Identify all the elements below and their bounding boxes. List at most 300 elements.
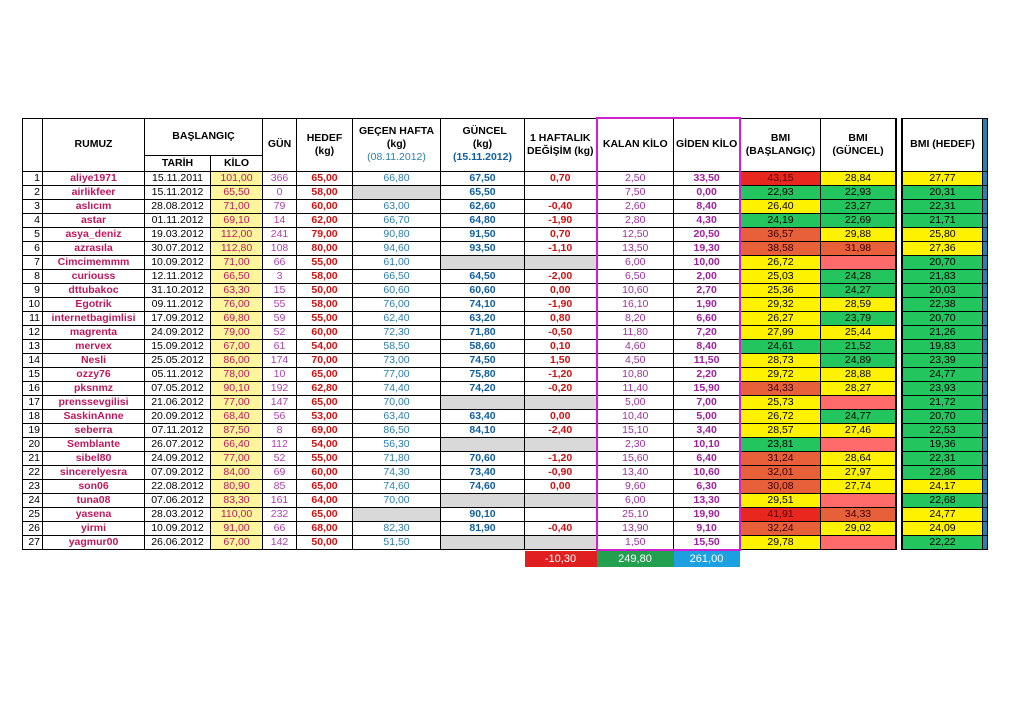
current-weight-cell	[441, 437, 525, 451]
table-row	[23, 297, 988, 311]
target-weight-cell: 70,00	[297, 353, 353, 367]
edge-bar	[982, 255, 987, 269]
edge-bar	[982, 451, 987, 465]
lost-cell: 2,70	[674, 283, 741, 297]
days-cell: 79	[263, 199, 297, 213]
weekly-change-cell	[525, 255, 597, 269]
row-number: 14	[23, 353, 43, 367]
edge-bar	[982, 353, 987, 367]
edge-bar	[982, 199, 987, 213]
last-week-cell: 66,80	[353, 171, 441, 185]
row-number: 26	[23, 521, 43, 535]
bmi-target-cell: 24,77	[902, 367, 982, 381]
weekly-change-cell: -2,00	[525, 269, 597, 283]
edge-bar	[982, 465, 987, 479]
row-number: 23	[23, 479, 43, 493]
weekly-change-cell	[525, 507, 597, 521]
row-number: 10	[23, 297, 43, 311]
target-weight-cell: 55,00	[297, 255, 353, 269]
nickname-cell: Egotrik	[43, 297, 145, 311]
table-row	[23, 339, 988, 353]
last-week-cell: 74,60	[353, 479, 441, 493]
lost-cell: 11,50	[674, 353, 741, 367]
edge-bar	[982, 339, 987, 353]
start-weight-cell: 66,40	[211, 437, 263, 451]
row-number: 13	[23, 339, 43, 353]
weekly-change-cell: -1,90	[525, 213, 597, 227]
edge-bar	[982, 395, 987, 409]
target-weight-cell: 62,80	[297, 381, 353, 395]
nickname-cell: dttubakoc	[43, 283, 145, 297]
days-cell: 192	[263, 381, 297, 395]
weight-tracking-table	[22, 117, 988, 551]
bmi-start-cell: 43,15	[740, 171, 820, 185]
current-weight-cell: 74,50	[441, 353, 525, 367]
bmi-current-cell: 28,27	[820, 381, 896, 395]
nickname-cell: sibel80	[43, 451, 145, 465]
lost-cell: 13,30	[674, 493, 741, 507]
table-row	[23, 465, 988, 479]
start-weight-cell: 112,00	[211, 227, 263, 241]
lost-cell: 10,10	[674, 437, 741, 451]
header-degisim: 1 HAFTALIK DEĞİŞİM (kg)	[525, 118, 597, 171]
total-kalan: 249,80	[597, 551, 674, 567]
target-weight-cell: 62,00	[297, 213, 353, 227]
days-cell: 174	[263, 353, 297, 367]
days-cell: 161	[263, 493, 297, 507]
days-cell: 108	[263, 241, 297, 255]
days-cell: 66	[263, 255, 297, 269]
lost-cell: 3,40	[674, 423, 741, 437]
target-weight-cell: 69,00	[297, 423, 353, 437]
target-weight-cell: 60,00	[297, 325, 353, 339]
table-row	[23, 479, 988, 493]
bmi-current-cell: 24,77	[820, 409, 896, 423]
last-week-cell: 66,50	[353, 269, 441, 283]
edge-bar	[982, 423, 987, 437]
current-weight-cell: 71,80	[441, 325, 525, 339]
edge-bar	[982, 493, 987, 507]
total-degisim: -10,30	[525, 551, 597, 567]
remaining-cell: 7,50	[597, 185, 674, 199]
current-weight-cell: 67,50	[441, 171, 525, 185]
current-weight-cell	[441, 493, 525, 507]
current-weight-cell	[441, 255, 525, 269]
bmi-target-cell: 23,93	[902, 381, 982, 395]
days-cell: 8	[263, 423, 297, 437]
remaining-cell: 2,80	[597, 213, 674, 227]
current-weight-cell: 65,50	[441, 185, 525, 199]
lost-cell: 20,50	[674, 227, 741, 241]
current-weight-cell: 62,60	[441, 199, 525, 213]
row-number: 18	[23, 409, 43, 423]
start-date-cell: 21.06.2012	[145, 395, 211, 409]
target-weight-cell: 50,00	[297, 535, 353, 550]
bmi-start-cell: 24,61	[740, 339, 820, 353]
row-number: 11	[23, 311, 43, 325]
table-row	[23, 493, 988, 507]
nickname-cell: yirmi	[43, 521, 145, 535]
nickname-cell: magrenta	[43, 325, 145, 339]
start-weight-cell: 76,00	[211, 297, 263, 311]
start-date-cell: 19.03.2012	[145, 227, 211, 241]
bmi-target-cell: 21,26	[902, 325, 982, 339]
last-week-cell: 71,80	[353, 451, 441, 465]
bmi-current-cell	[820, 535, 896, 550]
row-number: 1	[23, 171, 43, 185]
header-gecen-hafta-date: (08.11.2012)	[367, 151, 426, 163]
current-weight-cell: 74,20	[441, 381, 525, 395]
bmi-target-cell: 25,80	[902, 227, 982, 241]
header-gun: GÜN	[263, 118, 297, 171]
edge-bar	[982, 437, 987, 451]
remaining-cell: 16,10	[597, 297, 674, 311]
lost-cell: 7,20	[674, 325, 741, 339]
start-weight-cell: 78,00	[211, 367, 263, 381]
table-row	[23, 227, 988, 241]
bmi-start-cell: 27,99	[740, 325, 820, 339]
target-weight-cell: 65,00	[297, 479, 353, 493]
current-weight-cell: 58,60	[441, 339, 525, 353]
weekly-change-cell: -1,90	[525, 297, 597, 311]
current-weight-cell: 63,40	[441, 409, 525, 423]
edge-bar	[982, 367, 987, 381]
target-weight-cell: 55,00	[297, 451, 353, 465]
row-number: 8	[23, 269, 43, 283]
days-cell: 14	[263, 213, 297, 227]
table-row	[23, 311, 988, 325]
bmi-start-cell: 26,72	[740, 255, 820, 269]
header-hedef: HEDEF (kg)	[297, 118, 353, 171]
start-date-cell: 07.06.2012	[145, 493, 211, 507]
bmi-current-cell: 31,98	[820, 241, 896, 255]
bmi-start-cell: 38,58	[740, 241, 820, 255]
start-weight-cell: 80,90	[211, 479, 263, 493]
start-weight-cell: 86,00	[211, 353, 263, 367]
weekly-change-cell	[525, 185, 597, 199]
bmi-start-cell: 24,19	[740, 213, 820, 227]
current-weight-cell: 74,60	[441, 479, 525, 493]
start-weight-cell: 69,10	[211, 213, 263, 227]
header-giden: GİDEN KİLO	[674, 118, 741, 171]
weekly-change-cell: 0,00	[525, 283, 597, 297]
lost-cell: 6,40	[674, 451, 741, 465]
last-week-cell: 73,00	[353, 353, 441, 367]
bmi-target-cell: 20,70	[902, 311, 982, 325]
start-weight-cell: 90,10	[211, 381, 263, 395]
bmi-current-cell: 24,89	[820, 353, 896, 367]
bmi-start-cell: 29,51	[740, 493, 820, 507]
start-date-cell: 22.08.2012	[145, 479, 211, 493]
row-number: 15	[23, 367, 43, 381]
bmi-current-cell: 22,69	[820, 213, 896, 227]
nickname-cell: ozzy76	[43, 367, 145, 381]
nickname-cell: son06	[43, 479, 145, 493]
start-date-cell: 31.10.2012	[145, 283, 211, 297]
edge-bar	[982, 535, 987, 550]
lost-cell: 19,30	[674, 241, 741, 255]
bmi-current-cell: 24,27	[820, 283, 896, 297]
lost-cell: 19,90	[674, 507, 741, 521]
nickname-cell: aliye1971	[43, 171, 145, 185]
bmi-target-cell: 20,70	[902, 409, 982, 423]
start-date-cell: 24.09.2012	[145, 325, 211, 339]
table-body	[23, 171, 988, 550]
current-weight-cell: 91,50	[441, 227, 525, 241]
bmi-target-cell: 22,68	[902, 493, 982, 507]
remaining-cell: 2,60	[597, 199, 674, 213]
nickname-cell: Semblante	[43, 437, 145, 451]
current-weight-cell: 90,10	[441, 507, 525, 521]
row-number: 17	[23, 395, 43, 409]
nickname-cell: internetbagimlisi	[43, 311, 145, 325]
remaining-cell: 1,50	[597, 535, 674, 550]
bmi-target-cell: 19,36	[902, 437, 982, 451]
header-rumuz: RUMUZ	[43, 118, 145, 171]
last-week-cell: 63,00	[353, 199, 441, 213]
start-weight-cell: 67,00	[211, 339, 263, 353]
edge-bar	[982, 325, 987, 339]
start-date-cell: 10.09.2012	[145, 521, 211, 535]
table-row	[23, 269, 988, 283]
edge-bar	[982, 283, 987, 297]
row-number: 7	[23, 255, 43, 269]
lost-cell: 6,60	[674, 311, 741, 325]
current-weight-cell: 60,60	[441, 283, 525, 297]
bmi-start-cell: 28,73	[740, 353, 820, 367]
row-number: 24	[23, 493, 43, 507]
lost-cell: 8,40	[674, 339, 741, 353]
bmi-start-cell: 26,27	[740, 311, 820, 325]
bmi-current-cell: 21,52	[820, 339, 896, 353]
bmi-start-cell: 31,24	[740, 451, 820, 465]
start-weight-cell: 91,00	[211, 521, 263, 535]
start-weight-cell: 67,00	[211, 535, 263, 550]
weekly-change-cell: -0,50	[525, 325, 597, 339]
target-weight-cell: 64,00	[297, 493, 353, 507]
current-weight-cell: 64,50	[441, 269, 525, 283]
table-row	[23, 283, 988, 297]
last-week-cell: 76,00	[353, 297, 441, 311]
remaining-cell: 10,40	[597, 409, 674, 423]
current-weight-cell: 93,50	[441, 241, 525, 255]
current-weight-cell: 64,80	[441, 213, 525, 227]
lost-cell: 7,00	[674, 395, 741, 409]
remaining-cell: 13,40	[597, 465, 674, 479]
last-week-cell: 86,50	[353, 423, 441, 437]
weekly-change-cell: -0,40	[525, 199, 597, 213]
edge-bar	[982, 227, 987, 241]
target-weight-cell: 53,00	[297, 409, 353, 423]
lost-cell: 15,50	[674, 535, 741, 550]
weekly-change-cell	[525, 437, 597, 451]
remaining-cell: 4,60	[597, 339, 674, 353]
bmi-current-cell	[820, 437, 896, 451]
bmi-target-cell: 19,83	[902, 339, 982, 353]
days-cell: 0	[263, 185, 297, 199]
days-cell: 232	[263, 507, 297, 521]
last-week-cell	[353, 507, 441, 521]
target-weight-cell: 68,00	[297, 521, 353, 535]
bmi-current-cell: 24,28	[820, 269, 896, 283]
row-number: 19	[23, 423, 43, 437]
current-weight-cell	[441, 395, 525, 409]
weekly-change-cell	[525, 535, 597, 550]
remaining-cell: 9,60	[597, 479, 674, 493]
header-bmi-guncel: BMI (GÜNCEL)	[820, 118, 896, 171]
bmi-start-cell: 25,73	[740, 395, 820, 409]
last-week-cell: 74,30	[353, 465, 441, 479]
remaining-cell: 13,50	[597, 241, 674, 255]
lost-cell: 15,90	[674, 381, 741, 395]
nickname-cell: tuna08	[43, 493, 145, 507]
start-date-cell: 28.03.2012	[145, 507, 211, 521]
start-weight-cell: 71,00	[211, 255, 263, 269]
target-weight-cell: 65,00	[297, 507, 353, 521]
nickname-cell: yagmur00	[43, 535, 145, 550]
start-weight-cell: 77,00	[211, 451, 263, 465]
edge-bar	[982, 381, 987, 395]
bmi-target-cell: 23,39	[902, 353, 982, 367]
last-week-cell: 72,30	[353, 325, 441, 339]
remaining-cell: 11,80	[597, 325, 674, 339]
bmi-start-cell: 26,40	[740, 199, 820, 213]
remaining-cell: 4,50	[597, 353, 674, 367]
bmi-start-cell: 32,24	[740, 521, 820, 535]
start-weight-cell: 87,50	[211, 423, 263, 437]
start-date-cell: 07.11.2012	[145, 423, 211, 437]
bmi-current-cell: 34,33	[820, 507, 896, 521]
start-date-cell: 15.11.2011	[145, 171, 211, 185]
nickname-cell: curiouss	[43, 269, 145, 283]
table-row	[23, 367, 988, 381]
remaining-cell: 2,30	[597, 437, 674, 451]
target-weight-cell: 60,00	[297, 199, 353, 213]
row-number: 3	[23, 199, 43, 213]
days-cell: 112	[263, 437, 297, 451]
lost-cell: 8,40	[674, 199, 741, 213]
current-weight-cell: 84,10	[441, 423, 525, 437]
row-number: 9	[23, 283, 43, 297]
start-weight-cell: 112,80	[211, 241, 263, 255]
lost-cell: 9,10	[674, 521, 741, 535]
target-weight-cell: 58,00	[297, 269, 353, 283]
remaining-cell: 6,00	[597, 493, 674, 507]
remaining-cell: 12,50	[597, 227, 674, 241]
corner-cell	[23, 118, 43, 171]
start-weight-cell: 63,30	[211, 283, 263, 297]
bmi-current-cell: 27,97	[820, 465, 896, 479]
bmi-target-cell: 27,36	[902, 241, 982, 255]
header-bmi-hedef: BMI (HEDEF)	[902, 118, 982, 171]
header-gecen-hafta: GEÇEN HAFTA (kg) (08.11.2012)	[353, 118, 441, 171]
start-weight-cell: 101,00	[211, 171, 263, 185]
start-date-cell: 15.09.2012	[145, 339, 211, 353]
bmi-target-cell: 21,83	[902, 269, 982, 283]
nickname-cell: seberra	[43, 423, 145, 437]
days-cell: 85	[263, 479, 297, 493]
row-number: 12	[23, 325, 43, 339]
header-tarih: TARİH	[145, 155, 211, 171]
row-number: 5	[23, 227, 43, 241]
header-bmi-baslangic: BMI (BAŞLANGIÇ)	[740, 118, 820, 171]
weekly-change-cell: 0,00	[525, 409, 597, 423]
table-row	[23, 171, 988, 185]
current-weight-cell: 70,60	[441, 451, 525, 465]
weekly-change-cell: -1,10	[525, 241, 597, 255]
weekly-change-cell: 0,10	[525, 339, 597, 353]
bmi-start-cell: 29,72	[740, 367, 820, 381]
start-date-cell: 12.11.2012	[145, 269, 211, 283]
lost-cell: 2,20	[674, 367, 741, 381]
bmi-start-cell: 25,36	[740, 283, 820, 297]
bmi-target-cell: 22,22	[902, 535, 982, 550]
bmi-current-cell: 28,84	[820, 171, 896, 185]
start-weight-cell: 71,00	[211, 199, 263, 213]
start-date-cell: 28.08.2012	[145, 199, 211, 213]
table-row	[23, 353, 988, 367]
days-cell: 3	[263, 269, 297, 283]
target-weight-cell: 58,00	[297, 185, 353, 199]
days-cell: 56	[263, 409, 297, 423]
start-date-cell: 26.07.2012	[145, 437, 211, 451]
bmi-current-cell: 22,93	[820, 185, 896, 199]
days-cell: 69	[263, 465, 297, 479]
target-weight-cell: 50,00	[297, 283, 353, 297]
target-weight-cell: 60,00	[297, 465, 353, 479]
target-weight-cell: 80,00	[297, 241, 353, 255]
weekly-change-cell: 0,70	[525, 227, 597, 241]
last-week-cell: 51,50	[353, 535, 441, 550]
lost-cell: 1,90	[674, 297, 741, 311]
weekly-change-cell: -2,40	[525, 423, 597, 437]
bmi-current-cell: 29,02	[820, 521, 896, 535]
bmi-target-cell: 21,71	[902, 213, 982, 227]
bmi-current-cell: 27,46	[820, 423, 896, 437]
remaining-cell: 13,90	[597, 521, 674, 535]
lost-cell: 10,60	[674, 465, 741, 479]
weekly-change-cell: -0,20	[525, 381, 597, 395]
table-row	[23, 241, 988, 255]
days-cell: 52	[263, 451, 297, 465]
target-weight-cell: 79,00	[297, 227, 353, 241]
nickname-cell: mervex	[43, 339, 145, 353]
lost-cell: 6,30	[674, 479, 741, 493]
current-weight-cell: 74,10	[441, 297, 525, 311]
days-cell: 55	[263, 297, 297, 311]
row-number: 2	[23, 185, 43, 199]
nickname-cell: SaskinAnne	[43, 409, 145, 423]
weekly-change-cell: -1,20	[525, 451, 597, 465]
remaining-cell: 6,00	[597, 255, 674, 269]
current-weight-cell: 63,20	[441, 311, 525, 325]
start-date-cell: 30.07.2012	[145, 241, 211, 255]
header-guncel: GÜNCEL (kg) (15.11.2012)	[441, 118, 525, 171]
table-row	[23, 199, 988, 213]
remaining-cell: 2,50	[597, 171, 674, 185]
target-weight-cell: 65,00	[297, 171, 353, 185]
table-row	[23, 535, 988, 550]
table-row	[23, 381, 988, 395]
days-cell: 241	[263, 227, 297, 241]
bmi-start-cell: 23,81	[740, 437, 820, 451]
bmi-start-cell: 36,57	[740, 227, 820, 241]
edge-bar	[982, 185, 987, 199]
bmi-current-cell: 23,79	[820, 311, 896, 325]
current-weight-cell: 81,90	[441, 521, 525, 535]
days-cell: 366	[263, 171, 297, 185]
table-row	[23, 213, 988, 227]
